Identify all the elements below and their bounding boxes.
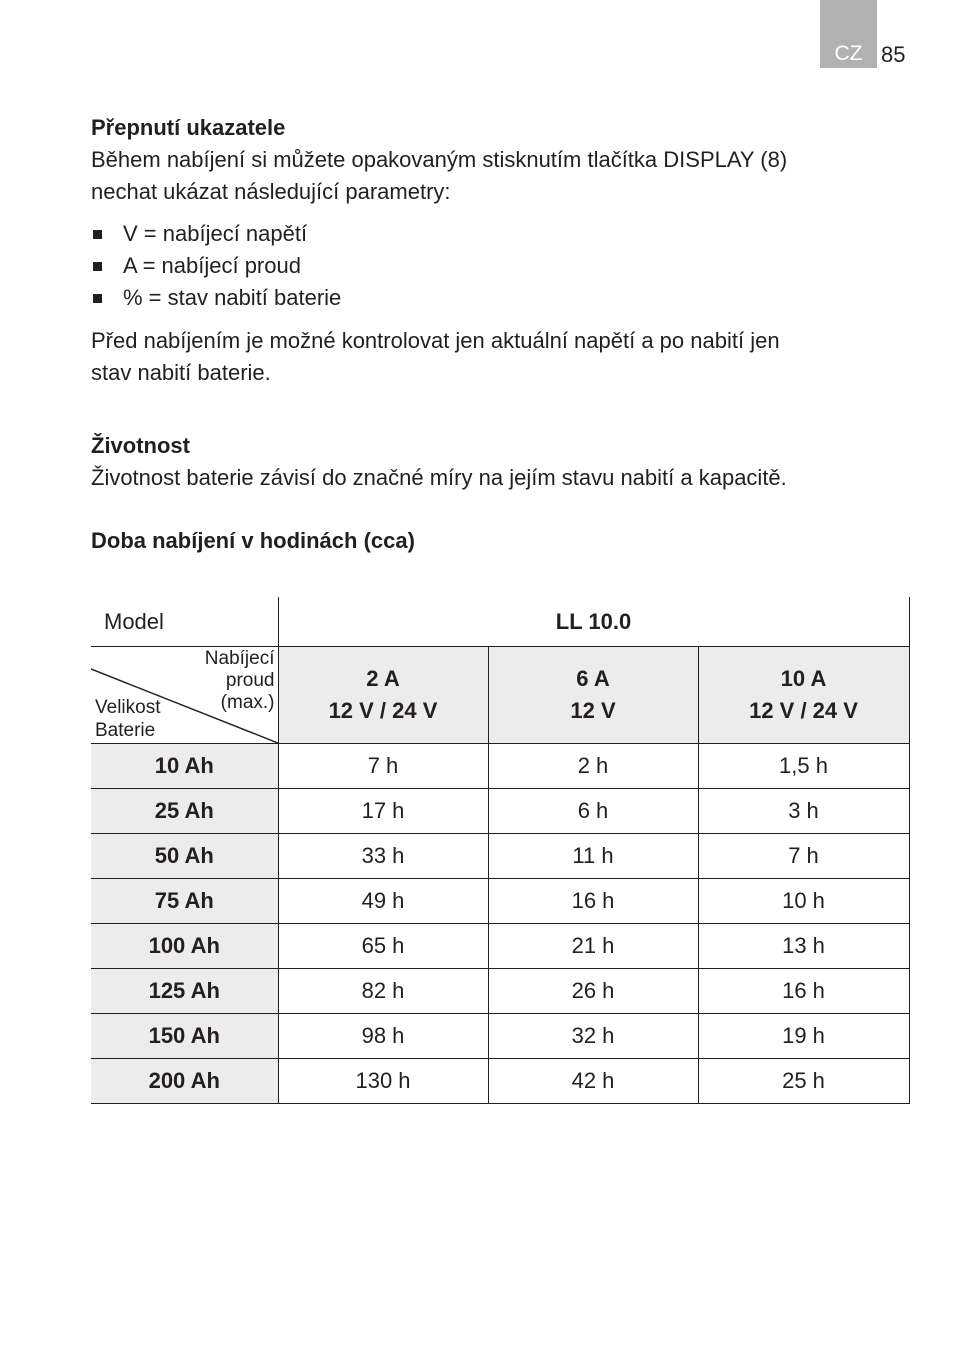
charging-time-table	[91, 597, 910, 1104]
diagonal-header-cell	[91, 647, 278, 744]
battery-size-cell: 50 Ah	[91, 834, 278, 879]
language-code: CZ	[834, 42, 863, 65]
charging-time-cell: 82 h	[278, 969, 488, 1014]
charging-time-cell: 11 h	[488, 834, 698, 879]
charging-time-cell: 42 h	[488, 1059, 698, 1104]
charging-time-cell: 13 h	[698, 924, 909, 969]
note-line-2: stav nabití baterie.	[91, 360, 271, 385]
charging-time-cell: 3 h	[698, 789, 909, 834]
section-title-lifetime: Životnost	[91, 433, 190, 458]
note-line-1: Před nabíjením je možné kontrolovat jen aktuální napětí a po nabití jen	[91, 328, 780, 353]
charging-time-cell: 49 h	[278, 879, 488, 924]
table-row	[91, 744, 909, 789]
section-title-charging-time: Doba nabíjení v hodinách (cca)	[91, 528, 415, 553]
charging-current-label: Nabíjecí proud (max.)	[204, 648, 275, 713]
table-row	[91, 924, 909, 969]
battery-size-cell: 75 Ah	[91, 879, 278, 924]
table-row	[91, 1059, 909, 1104]
battery-size-cell: 25 Ah	[91, 789, 278, 834]
column-header: 6 A 12 V	[488, 647, 698, 744]
parameter-list	[91, 218, 908, 314]
charging-time-cell: 19 h	[698, 1014, 909, 1059]
charging-time-cell: 7 h	[698, 834, 909, 879]
list-item: % = stav nabití baterie	[91, 282, 908, 314]
charging-time-cell: 26 h	[488, 969, 698, 1014]
charging-time-cell: 17 h	[278, 789, 488, 834]
battery-size-cell: 150 Ah	[91, 1014, 278, 1059]
charging-time-cell: 7 h	[278, 744, 488, 789]
language-tab	[820, 0, 877, 68]
list-item: A = nabíjecí proud	[91, 250, 908, 282]
lifetime-text: Životnost baterie závisí do značné míry na jejím stavu nabití a kapacitě.	[91, 465, 787, 490]
charging-time-cell: 21 h	[488, 924, 698, 969]
charging-time-cell: 25 h	[698, 1059, 909, 1104]
table-model-row	[91, 597, 909, 647]
charging-time-cell: 32 h	[488, 1014, 698, 1059]
charging-time-cell: 130 h	[278, 1059, 488, 1104]
charging-time-cell: 33 h	[278, 834, 488, 879]
battery-size-cell: 100 Ah	[91, 924, 278, 969]
charging-time-cell: 65 h	[278, 924, 488, 969]
charging-time-cell: 16 h	[488, 879, 698, 924]
table-row	[91, 789, 909, 834]
section-title-display-switch: Přepnutí ukazatele	[91, 115, 286, 140]
table-row	[91, 879, 909, 924]
intro-line-2: nechat ukázat následující parametry:	[91, 179, 451, 204]
charging-time-cell: 16 h	[698, 969, 909, 1014]
battery-size-cell: 200 Ah	[91, 1059, 278, 1104]
charging-time-cell: 2 h	[488, 744, 698, 789]
charging-time-cell: 10 h	[698, 879, 909, 924]
table-row	[91, 834, 909, 879]
table-header-row	[91, 647, 909, 744]
page-content	[91, 112, 908, 557]
intro-line-1: Během nabíjení si můžete opakovaným stisknutím tlačítka DISPLAY (8)	[91, 147, 788, 172]
model-label: Model	[91, 597, 278, 647]
battery-size-label: Velikost Baterie	[95, 697, 161, 741]
table-row	[91, 969, 909, 1014]
charging-time-cell: 98 h	[278, 1014, 488, 1059]
column-header: 2 A 12 V / 24 V	[278, 647, 488, 744]
charging-time-cell: 6 h	[488, 789, 698, 834]
list-item: V = nabíjecí napětí	[91, 218, 908, 250]
column-header: 10 A 12 V / 24 V	[698, 647, 909, 744]
page-number: 85	[881, 42, 906, 67]
table-row	[91, 1014, 909, 1059]
charging-time-cell: 1,5 h	[698, 744, 909, 789]
battery-size-cell: 10 Ah	[91, 744, 278, 789]
battery-size-cell: 125 Ah	[91, 969, 278, 1014]
model-name: LL 10.0	[278, 597, 909, 647]
